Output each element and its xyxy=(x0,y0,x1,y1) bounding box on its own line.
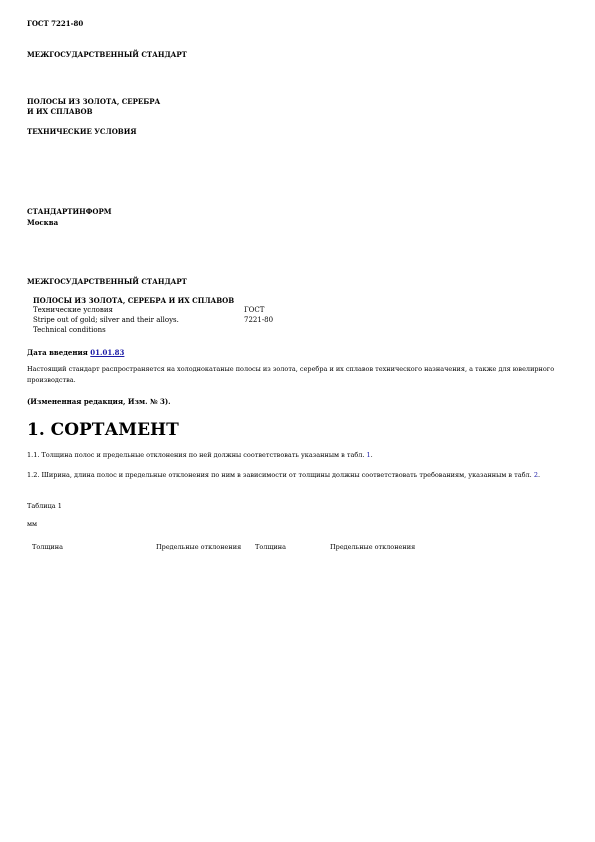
interstate-standard-label: МЕЖГОСУДАРСТВЕННЫЙ СТАНДАРТ xyxy=(27,50,187,59)
gost-designation: 7221-80 xyxy=(244,316,274,324)
section-heading: 1. СОРТАМЕНТ xyxy=(27,420,179,440)
english-title: Stripe out of gold; silver and their alloys. xyxy=(33,316,179,324)
column-header-thickness-2: Толщина xyxy=(255,543,286,551)
effective-date-link[interactable]: 01.01.83 xyxy=(90,348,125,357)
publisher: СТАНДАРТИНФОРМ xyxy=(27,207,112,216)
effective-date-label: Дата введения xyxy=(27,348,88,357)
paragraph-1-1-text: 1.1. Толщина полос и предельные отклонения по ней должны соответствовать указанным в табл. xyxy=(27,451,365,459)
column-header-tolerance-2: Предельные отклонения xyxy=(330,543,416,551)
gost-label: ГОСТ xyxy=(244,306,265,314)
standard-title: ПОЛОСЫ ИЗ ЗОЛОТА, СЕРЕБРА И ИХ СПЛАВОВ xyxy=(33,296,235,305)
english-tech-conditions: Technical conditions xyxy=(33,326,106,334)
revision-note: (Измененная редакция, Изм. № 3). xyxy=(27,397,171,406)
paragraph-1-2-end: . xyxy=(537,471,541,479)
interstate-standard-heading: МЕЖГОСУДАРСТВЕННЫЙ СТАНДАРТ xyxy=(27,277,187,286)
table-units: мм xyxy=(27,520,38,528)
cover-tech-conditions: ТЕХНИЧЕСКИЕ УСЛОВИЯ xyxy=(27,127,137,136)
table-caption: Таблица 1 xyxy=(27,502,62,510)
gost-number: ГОСТ 7221-80 xyxy=(27,19,84,28)
paragraph-1-2 xyxy=(27,470,572,481)
tech-conditions-ru: Технические условия xyxy=(33,306,113,314)
cover-title-line1: ПОЛОСЫ ИЗ ЗОЛОТА, СЕРЕБРА xyxy=(27,97,161,106)
effective-date-line xyxy=(27,348,124,357)
column-header-thickness-1: Толщина xyxy=(32,543,63,551)
city: Москва xyxy=(27,218,59,227)
paragraph-1-1-end: . xyxy=(370,451,373,459)
scope-paragraph: Настоящий стандарт распространяется на холоднокатаные полосы из золота, серебра и их сплавов технического назначения, а также для ювелирного производства. xyxy=(27,365,555,384)
paragraph-1-1 xyxy=(27,451,373,459)
paragraph-1-2-text: 1.2. Ширина, длина полос и предельные отклонения по ним в зависимости от толщины должны соответствовать требованиям, указанным в табл. xyxy=(27,471,532,479)
column-header-tolerance-1: Предельные отклонения xyxy=(156,543,242,551)
table-2-link[interactable]: 2 xyxy=(533,471,538,479)
table-1-link[interactable]: 1 xyxy=(366,451,371,459)
cover-title-line2: И ИХ СПЛАВОВ xyxy=(27,107,93,116)
